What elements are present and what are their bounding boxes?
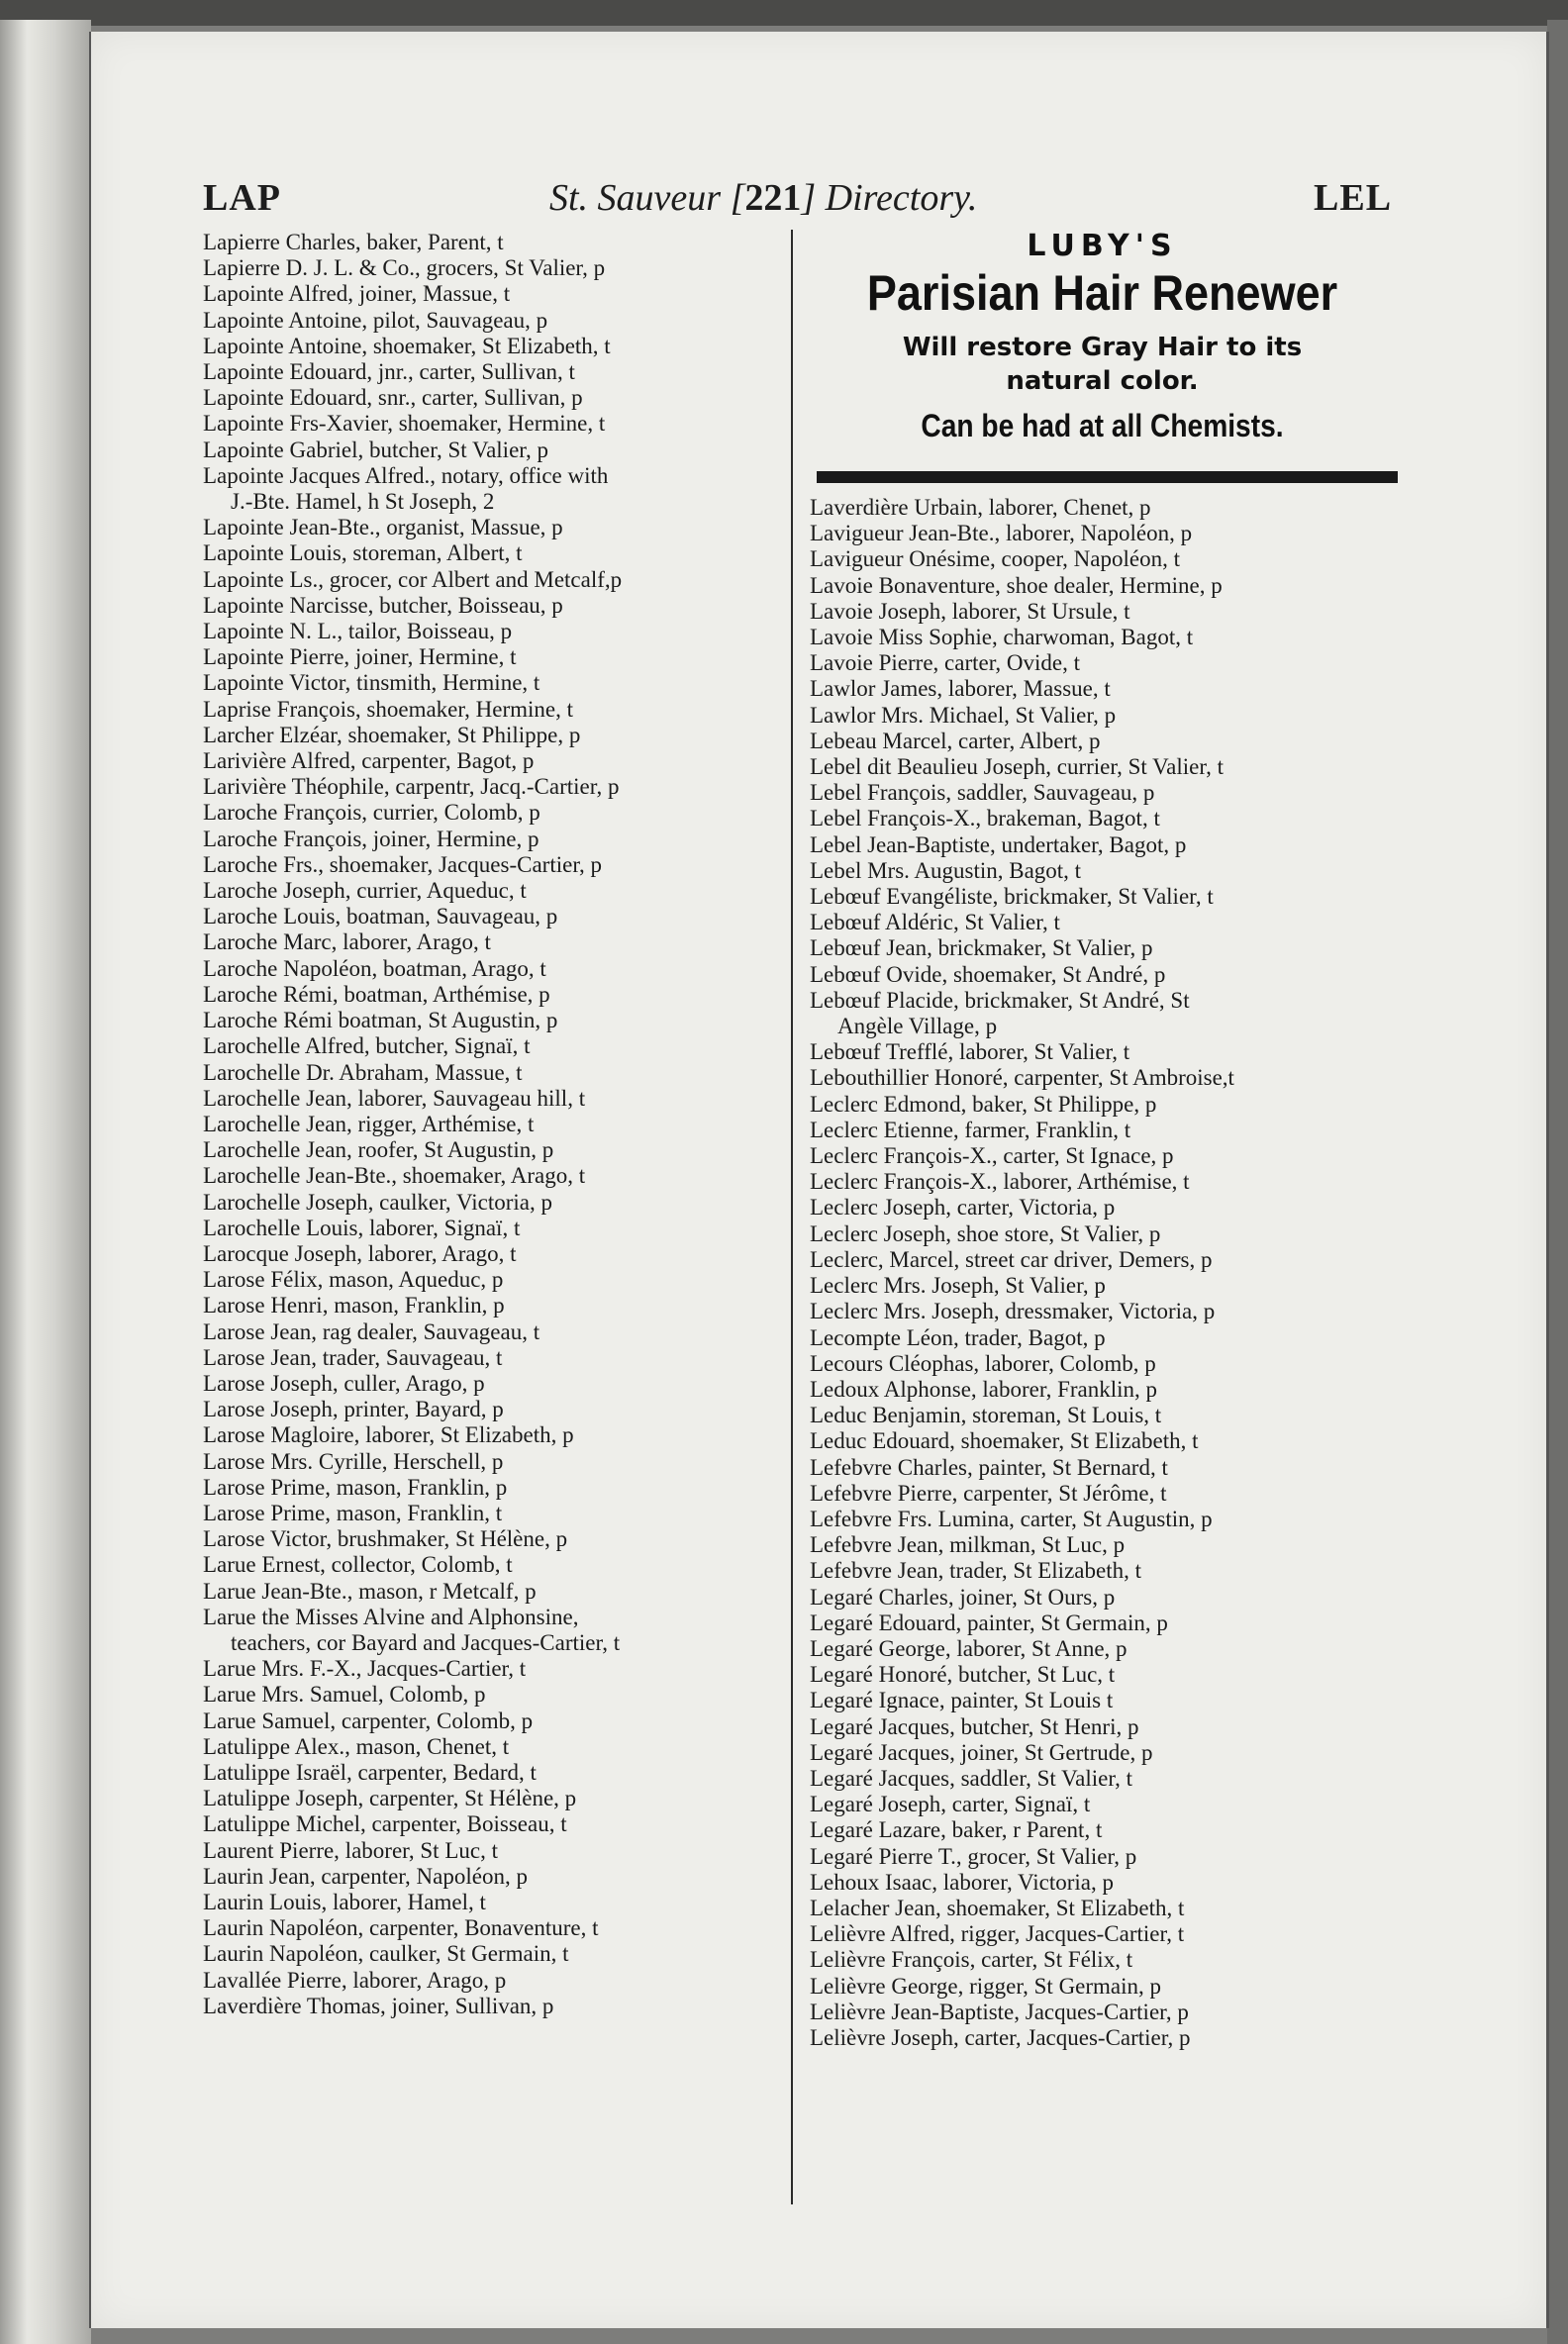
directory-entry: Latulippe Alex., mason, Chenet, t — [203, 1733, 510, 1759]
directory-entry: Leclerc François-X., carter, St Ignace, p — [810, 1143, 1174, 1169]
directory-entry: Larue Ernest, collector, Colomb, t — [203, 1552, 513, 1578]
directory-entry: Legaré Jacques, saddler, St Valier, t — [810, 1765, 1133, 1791]
directory-entry: Larose Jean, rag dealer, Sauvageau, t — [203, 1318, 540, 1344]
directory-entry: Larochelle Jean, rigger, Arthémise, t — [203, 1111, 535, 1136]
directory-entry: Lavoie Miss Sophie, charwoman, Bagot, t — [810, 625, 1194, 650]
directory-entry: Legaré Pierre T., grocer, St Valier, p — [810, 1843, 1137, 1869]
directory-entry: Larose Magloire, laborer, St Elizabeth, p — [203, 1422, 574, 1448]
directory-entry: Legaré Joseph, carter, Signaï, t — [810, 1792, 1091, 1817]
directory-entry: Lapointe Edouard, snr., carter, Sullivan, p — [203, 385, 583, 411]
directory-entry: Lecours Cléophas, laborer, Colomb, p — [810, 1350, 1156, 1376]
directory-entry: Larose Félix, mason, Aqueduc, p — [203, 1267, 504, 1293]
directory-entry: Ledoux Alphonse, laborer, Franklin, p — [810, 1376, 1158, 1402]
directory-entry: Lebel dit Beaulieu Joseph, currier, St Valier, t — [810, 754, 1225, 780]
directory-entry: Larochelle Jean, roofer, St Augustin, p — [203, 1137, 554, 1163]
directory-entry: Laverdière Urbain, laborer, Chenet, p — [810, 495, 1151, 520]
scan-top-border — [0, 0, 1568, 26]
directory-entry: Laurin Napoléon, caulker, St Germain, t — [203, 1941, 569, 1967]
directory-entry: Larue Samuel, carpenter, Colomb, p — [203, 1708, 534, 1733]
directory-entry: Leclerc Edmond, baker, St Philippe, p — [810, 1091, 1157, 1117]
directory-entry: Lapointe Narcisse, butcher, Boisseau, p — [203, 592, 563, 618]
directory-entry: Legaré Honoré, butcher, St Luc, t — [810, 1662, 1116, 1688]
directory-entry: Lawlor Mrs. Michael, St Valier, p — [810, 702, 1117, 728]
directory-entry: teachers, cor Bayard and Jacques-Cartier, t — [231, 1629, 621, 1655]
directory-entry: Lefebvre Pierre, carpenter, St Jérôme, t — [810, 1480, 1167, 1506]
directory-entry: Larochelle Jean-Bte., shoemaker, Arago, t — [203, 1163, 586, 1189]
directory-entry: Lebœuf Evangéliste, brickmaker, St Valier, t — [810, 884, 1214, 910]
directory-entry: Larose Mrs. Cyrille, Herschell, p — [203, 1448, 504, 1474]
directory-entry: Lebouthillier Honoré, carpenter, St Ambroise,t — [810, 1065, 1234, 1091]
directory-entry: Lapointe Antoine, pilot, Sauvageau, p — [203, 307, 548, 333]
header-title-post: ] Directory. — [801, 177, 978, 219]
header-title — [549, 176, 977, 220]
directory-entry: Laurin Louis, laborer, Hamel, t — [203, 1890, 486, 1914]
directory-entry: Legaré Edouard, painter, St Germain, p — [810, 1610, 1168, 1635]
directory-entry: Larochelle Dr. Abraham, Massue, t — [203, 1059, 523, 1085]
directory-entry: Laroche François, joiner, Hermine, p — [203, 826, 539, 851]
directory-entry: Lefebvre Frs. Lumina, carter, St Augustin, p — [810, 1506, 1213, 1531]
directory-entry: Legaré Jacques, butcher, St Henri, p — [810, 1713, 1139, 1739]
directory-entry: Legaré George, laborer, St Anne, p — [810, 1635, 1127, 1661]
directory-entry: Laurent Pierre, laborer, St Luc, t — [203, 1837, 498, 1863]
directory-entry: Lelacher Jean, shoemaker, St Elizabeth, t — [810, 1895, 1185, 1920]
directory-entry: Latulippe Joseph, carpenter, St Hélène, p — [203, 1786, 577, 1811]
directory-entry: Leclerc François-X., laborer, Arthémise, t — [810, 1169, 1190, 1195]
directory-entry: Laroche François, currier, Colomb, p — [203, 800, 540, 826]
header-left-guide: LAP — [203, 177, 281, 219]
left-column-entries — [203, 230, 782, 2019]
directory-entry: Lapointe Gabriel, butcher, St Valier, p — [203, 437, 549, 462]
scan-right-border — [1547, 20, 1568, 2344]
directory-entry: Lebel François-X., brakeman, Bagot, t — [810, 806, 1160, 831]
directory-entry: Larose Joseph, culler, Arago, p — [203, 1370, 485, 1396]
ad-line-1-a: Will restore Gray Hair to its — [902, 333, 1303, 362]
directory-entry: Laroche Rémi boatman, St Augustin, p — [203, 1008, 558, 1033]
directory-entry: Legaré Lazare, baker, r Parent, t — [810, 1817, 1103, 1843]
directory-entry: Lavigueur Onésime, cooper, Napoléon, t — [810, 546, 1180, 572]
ad-brand: LUBY'S — [1027, 229, 1178, 263]
directory-entry: Lehoux Isaac, laborer, Victoria, p — [810, 1869, 1115, 1895]
directory-entry: Lapointe Antoine, shoemaker, St Elizabeth, t — [203, 333, 611, 358]
directory-entry: Laroche Frs., shoemaker, Jacques-Cartier, p — [203, 851, 603, 877]
advertisement — [807, 230, 1398, 485]
directory-entry: Leclerc Mrs. Joseph, St Valier, p — [810, 1273, 1106, 1299]
directory-entry: Lebœuf Placide, brickmaker, St André, St — [810, 987, 1190, 1013]
directory-entry: Larose Prime, mason, Franklin, t — [203, 1500, 503, 1525]
directory-entry: Lavoie Joseph, laborer, St Ursule, t — [810, 598, 1130, 624]
directory-entry: Lapointe Pierre, joiner, Hermine, t — [203, 644, 517, 670]
directory-entry: Laprise François, shoemaker, Hermine, t — [203, 696, 573, 722]
directory-entry: Lapointe Jacques Alfred., notary, office with — [203, 462, 609, 488]
directory-entry: Leduc Benjamin, storeman, St Louis, t — [810, 1403, 1162, 1428]
directory-entry: Lapierre Charles, baker, Parent, t — [203, 230, 504, 254]
directory-entry: Larue Mrs. F.-X., Jacques-Cartier, t — [203, 1656, 527, 1682]
directory-entry: Larivière Théophile, carpentr, Jacq.-Cartier, p — [203, 774, 620, 800]
directory-entry: Lelièvre Jean-Baptiste, Jacques-Cartier, p — [810, 1999, 1189, 2024]
directory-entry: Larue the Misses Alvine and Alphonsine, — [203, 1604, 579, 1629]
directory-entry: Lawlor James, laborer, Massue, t — [810, 676, 1111, 702]
directory-entry: Larose Henri, mason, Franklin, p — [203, 1293, 505, 1318]
header-title-pre: St. Sauveur [ — [549, 177, 745, 219]
directory-entry: Larue Jean-Bte., mason, r Metcalf, p — [203, 1578, 537, 1604]
directory-entry: Lavigueur Jean-Bte., laborer, Napoléon, p — [810, 521, 1193, 546]
ad-line-2: Can be had at all Chemists. — [921, 408, 1284, 443]
directory-entry: Laurin Jean, carpenter, Napoléon, p — [203, 1863, 528, 1889]
directory-entry: Laroche Marc, laborer, Arago, t — [203, 929, 491, 955]
directory-entry: Lebœuf Ovide, shoemaker, St André, p — [810, 961, 1166, 987]
ad-title: Parisian Hair Renewer — [866, 265, 1338, 321]
directory-entry: Legaré Jacques, joiner, St Gertrude, p — [810, 1739, 1153, 1765]
directory-entry: Laroche Napoléon, boatman, Arago, t — [203, 955, 546, 981]
directory-entry: J.-Bte. Hamel, h St Joseph, 2 — [231, 489, 495, 515]
directory-entry: Lapointe Victor, tinsmith, Hermine, t — [203, 670, 540, 696]
directory-entry: Larochelle Louis, laborer, Signaï, t — [203, 1215, 521, 1240]
book-spine-edge — [0, 20, 91, 2344]
directory-entry: Lelièvre François, carter, St Félix, t — [810, 1947, 1133, 1973]
directory-entry: Larcher Elzéar, shoemaker, St Philippe, p — [203, 722, 581, 747]
page-number: 221 — [744, 177, 802, 219]
directory-entry: Larivière Alfred, carpenter, Bagot, p — [203, 748, 535, 774]
directory-entry: Lefebvre Jean, trader, St Elizabeth, t — [810, 1558, 1141, 1584]
directory-entry: Latulippe Michel, carpenter, Boisseau, t — [203, 1811, 567, 1837]
directory-entry: Lelièvre George, rigger, St Germain, p — [810, 1973, 1162, 1999]
directory-entry: Lavoie Bonaventure, shoe dealer, Hermine, p — [810, 572, 1223, 598]
directory-entry: Larose Joseph, printer, Bayard, p — [203, 1397, 504, 1422]
directory-entry: Laroche Louis, boatman, Sauvageau, p — [203, 904, 558, 929]
ad-rule — [817, 471, 1398, 483]
directory-entry: Larose Prime, mason, Franklin, p — [203, 1474, 508, 1500]
directory-entry: Laverdière Thomas, joiner, Sullivan, p — [203, 1993, 554, 2018]
directory-entry: Larose Victor, brushmaker, St Hélène, p — [203, 1526, 568, 1552]
directory-entry: Larose Jean, trader, Sauvageau, t — [203, 1344, 503, 1370]
directory-entry: Lavallée Pierre, laborer, Arago, p — [203, 1967, 507, 1993]
directory-entry: Larue Mrs. Samuel, Colomb, p — [203, 1682, 486, 1708]
directory-entry: Lecompte Léon, trader, Bagot, p — [810, 1324, 1106, 1350]
directory-entry: Lebœuf Jean, brickmaker, St Valier, p — [810, 935, 1153, 961]
directory-entry: Lebel Jean-Baptiste, undertaker, Bagot, p — [810, 831, 1187, 857]
column-divider — [791, 230, 793, 2204]
directory-entry: Laroche Rémi, boatman, Arthémise, p — [203, 981, 550, 1007]
directory-entry: Angèle Village, p — [837, 1014, 998, 1039]
directory-entry: Latulippe Israël, carpenter, Bedard, t — [203, 1759, 537, 1785]
directory-entry: Leclerc Joseph, carter, Victoria, p — [810, 1195, 1116, 1221]
directory-entry: Legaré Charles, joiner, St Ours, p — [810, 1584, 1116, 1610]
directory-entry: Lapierre D. J. L. & Co., grocers, St Valier, p — [203, 255, 606, 281]
right-column-entries — [810, 495, 1399, 2051]
header-right-guide: LEL — [1314, 177, 1393, 219]
directory-entry: Lebel François, saddler, Sauvageau, p — [810, 780, 1155, 806]
directory-entry: Leclerc Etienne, farmer, Franklin, t — [810, 1117, 1131, 1142]
directory-entry: Lapointe Edouard, jnr., carter, Sullivan, t — [203, 359, 575, 385]
directory-entry: Legaré Ignace, painter, St Louis t — [810, 1688, 1114, 1713]
directory-entry: Larochelle Alfred, butcher, Signaï, t — [203, 1033, 531, 1059]
ad-line-1 — [807, 331, 1398, 398]
directory-entry: Leclerc Joseph, shoe store, St Valier, p — [810, 1221, 1161, 1246]
directory-entry: Lapointe Louis, storeman, Albert, t — [203, 540, 523, 566]
directory-entry: Leclerc, Marcel, street car driver, Demers, p — [810, 1246, 1213, 1272]
directory-entry: Leduc Edouard, shoemaker, St Elizabeth, t — [810, 1428, 1199, 1454]
directory-entry: Larochelle Jean, laborer, Sauvageau hill, t — [203, 1085, 586, 1111]
directory-entry: Lelièvre Joseph, carter, Jacques-Cartier, p — [810, 2024, 1191, 2050]
directory-entry: Lebœuf Trefflé, laborer, St Valier, t — [810, 1039, 1130, 1065]
directory-entry: Leclerc Mrs. Joseph, dressmaker, Victoria, p — [810, 1299, 1216, 1324]
directory-entry: Laurin Napoléon, carpenter, Bonaventure, t — [203, 1915, 599, 1941]
directory-entry: Lapointe N. L., tailor, Boisseau, p — [203, 619, 513, 644]
directory-entry: Lapointe Jean-Bte., organist, Massue, p — [203, 515, 563, 540]
ad-line-1-b: natural color. — [1006, 366, 1199, 396]
directory-entry: Lavoie Pierre, carter, Ovide, t — [810, 650, 1081, 676]
directory-entry: Laroche Joseph, currier, Aqueduc, t — [203, 878, 527, 904]
directory-entry: Lebœuf Aldéric, St Valier, t — [810, 910, 1060, 935]
directory-entry: Lefebvre Jean, milkman, St Luc, p — [810, 1532, 1126, 1558]
directory-entry: Larochelle Joseph, caulker, Victoria, p — [203, 1189, 552, 1215]
directory-entry: Larocque Joseph, laborer, Arago, t — [203, 1240, 517, 1266]
directory-entry: Lebeau Marcel, carter, Albert, p — [810, 728, 1101, 753]
directory-entry: Lebel Mrs. Augustin, Bagot, t — [810, 857, 1082, 883]
directory-entry: Lelièvre Alfred, rigger, Jacques-Cartier, t — [810, 1921, 1185, 1947]
directory-entry: Lefebvre Charles, painter, St Bernard, t — [810, 1454, 1168, 1480]
directory-entry: Lapointe Frs-Xavier, shoemaker, Hermine, t — [203, 411, 606, 437]
directory-entry: Lapointe Alfred, joiner, Massue, t — [203, 281, 511, 307]
directory-entry: Lapointe Ls., grocer, cor Albert and Metcalf,p — [203, 566, 623, 592]
